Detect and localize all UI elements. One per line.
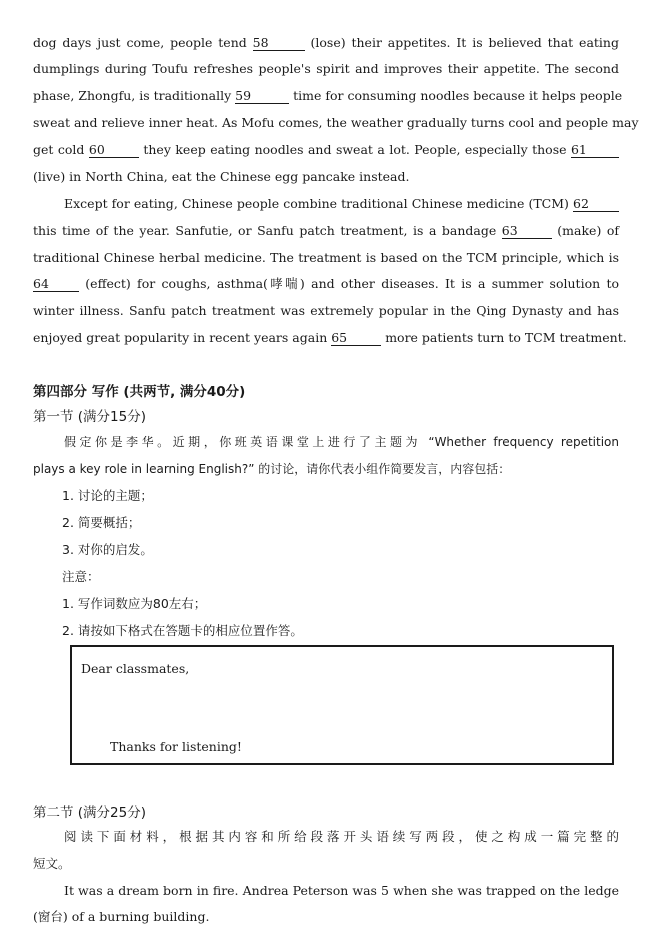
task-line: plays a key role in learning English?” 的讨论，请你代表小组作简要发言，内容包括：	[33, 462, 511, 476]
letter-greeting: Dear classmates,	[81, 661, 190, 676]
passage-line: (live) in North China, eat the Chinese egg pancake instead.	[33, 169, 410, 184]
passage-line: dog days just come, people tend 58 (lose) their appetites. It is believed that eating	[33, 35, 619, 50]
section-title: 第一节 (满分15分)	[33, 409, 147, 425]
blank-58: 58	[253, 36, 305, 51]
blank-65: 65	[331, 331, 381, 346]
passage-line: Except for eating, Chinese people combine traditional Chinese medicine (TCM) 62	[64, 196, 619, 212]
blank-59: 59	[235, 89, 289, 104]
letter-closing: Thanks for listening!	[110, 739, 242, 754]
passage-line: get cold 60 they keep eating noodles and sweat a lot. People, especially those 61	[33, 142, 619, 158]
content-item: 1. 讨论的主题；	[62, 488, 153, 503]
blank-60: 60	[89, 143, 139, 158]
passage-line: this time of the year. Sanfutie, or Sanfu patch treatment, is a bandage 63 (make) of	[33, 223, 619, 238]
blank-64: 64	[33, 277, 79, 292]
part-heading: 第四部分 写作 (共两节, 满分40分)	[33, 384, 246, 400]
passage-line: dumplings during Toufu refreshes people's spirit and improves their appetite. The second	[33, 61, 619, 76]
instruction-line: 短文。	[33, 856, 71, 871]
passage-line: winter illness. Sanfu patch treatment was extremely popular in the Qing Dynasty and has	[33, 303, 619, 318]
passage-line: 64 (effect) for coughs, asthma(哮喘) and other diseases. It is a summer solution to	[33, 276, 619, 291]
instruction-line: 阅读下面材料，根据其内容和所给段落开头语续写两段，使之构成一篇完整的	[64, 829, 619, 844]
section-title: 第二节 (满分25分)	[33, 805, 147, 821]
passage-line: sweat and relieve inner heat. As Mofu comes, the weather gradually turns cool and people may	[33, 115, 639, 130]
content-item: 3. 对你的启发。	[62, 542, 153, 557]
story-line: (窗台) of a burning building.	[33, 909, 210, 924]
task-line: 假定你是李华。近期，你班英语课堂上进行了主题为 “Whether frequency repetition	[64, 435, 619, 449]
answer-format-box	[70, 645, 614, 765]
blank-61: 61	[571, 143, 619, 158]
passage-line: enjoyed great popularity in recent years again 65 more patients turn to TCM treatment.	[33, 330, 627, 345]
note-item: 2. 请按如下格式在答题卡的相应位置作答。	[62, 623, 303, 638]
content-item: 2. 简要概括；	[62, 515, 141, 530]
note-item: 1. 写作词数应为80左右；	[62, 596, 207, 611]
story-line: It was a dream born in fire. Andrea Peterson was 5 when she was trapped on the ledge	[64, 883, 619, 898]
note-label: 注意：	[62, 569, 100, 584]
passage-line: traditional Chinese herbal medicine. The treatment is based on the TCM principle, which is	[33, 250, 619, 265]
blank-63: 63	[502, 224, 552, 239]
blank-62: 62	[573, 197, 619, 212]
passage-line: phase, Zhongfu, is traditionally 59 time for consuming noodles because it helps people	[33, 88, 623, 103]
